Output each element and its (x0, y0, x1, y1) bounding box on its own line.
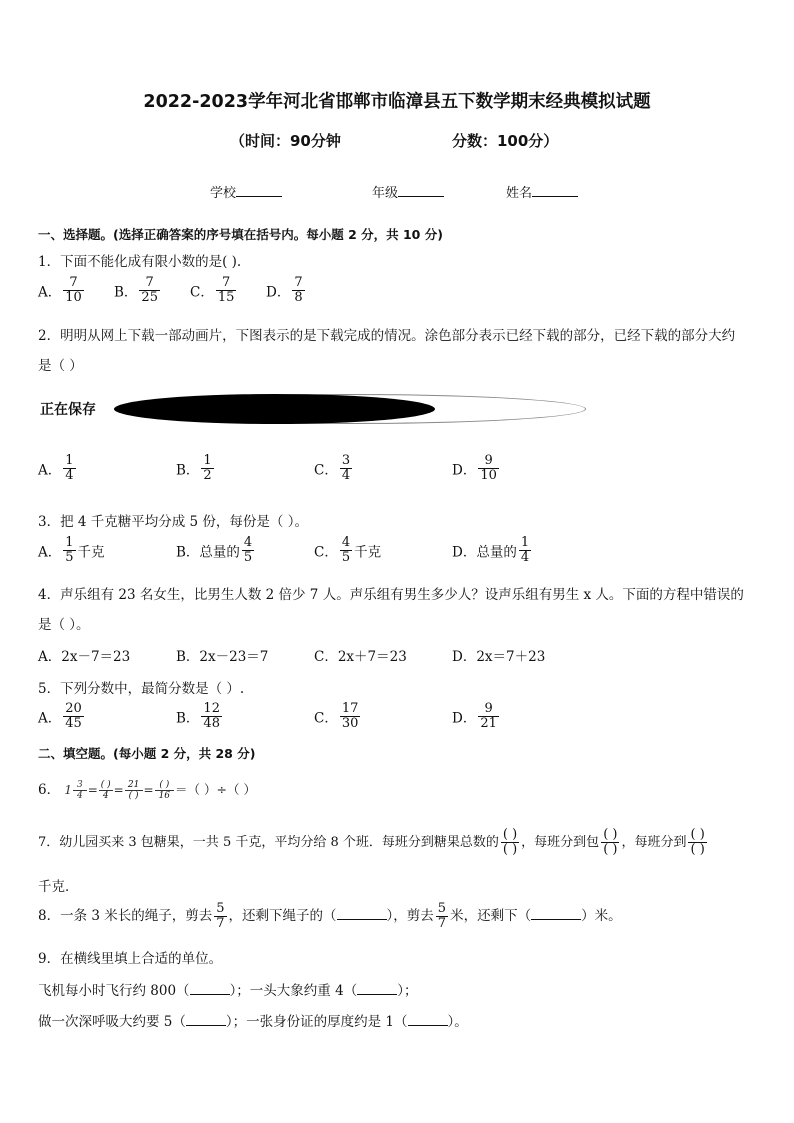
question-number: 6． (38, 782, 61, 798)
q1-option-d[interactable] (266, 276, 307, 305)
blank-fraction[interactable] (501, 828, 519, 857)
blank-fraction-1[interactable] (99, 780, 113, 801)
q1-option-b[interactable] (114, 276, 162, 305)
option-label: D． (452, 462, 477, 479)
q2-option-c[interactable] (314, 454, 354, 483)
fraction (478, 702, 499, 731)
option-prefix: 总量的 (476, 544, 517, 561)
question-2-line-2: 是（ ） (38, 358, 83, 374)
denominator: 7 (216, 916, 225, 931)
text: ）。 (447, 1014, 468, 1030)
numerator: 21 (127, 780, 140, 790)
fraction (63, 702, 84, 731)
fraction (436, 902, 448, 931)
q3-option-b[interactable] (176, 536, 256, 565)
unit-blank[interactable] (357, 983, 397, 995)
option-label: A． (38, 462, 62, 479)
numerator: ( ) (690, 827, 705, 842)
school-field (210, 182, 282, 201)
exam-score: 分数：100分） (452, 132, 559, 150)
denominator: ( ) (690, 842, 705, 857)
text: ）米。 (581, 908, 622, 924)
blank-fraction[interactable] (688, 828, 706, 857)
numerator: 7 (294, 275, 303, 290)
section-1-heading: 一、选择题。(选择正确答案的序号填在括号内。每小题 2 分，共 10 分) (38, 227, 443, 242)
text: ）；一张身份证的厚度约是 1（ (225, 1014, 408, 1030)
numerator: 3 (77, 780, 83, 790)
option-label: C． (190, 284, 214, 301)
fraction (292, 276, 304, 305)
question-9-line-2 (38, 1010, 468, 1030)
q3-option-c[interactable] (314, 536, 381, 565)
denominator: 8 (294, 290, 303, 305)
q4-option-a[interactable]: A．2x－7＝23 (38, 649, 131, 665)
answer-blank[interactable] (337, 908, 387, 920)
q1-option-c[interactable] (190, 276, 238, 305)
fraction (242, 536, 254, 565)
unit-blank[interactable] (190, 983, 230, 995)
q3-option-a[interactable] (38, 536, 105, 565)
text: 7．幼儿园买来 3 包糖果，一共 5 千克，平均分给 8 个班．每班分到糖果总数的 (38, 835, 499, 850)
question-9-line-1 (38, 979, 417, 999)
grade-label: 年级 (372, 186, 399, 201)
numerator: 4 (341, 535, 351, 550)
numerator: ( ) (603, 827, 618, 842)
denominator: 25 (141, 290, 158, 305)
denominator: 5 (65, 550, 74, 565)
denominator: 30 (341, 716, 359, 731)
denominator: 4 (99, 790, 113, 801)
option-label: C． (314, 462, 338, 479)
fraction (340, 454, 352, 483)
denominator: 7 (437, 916, 447, 931)
question-1: 1．下面不能化成有限小数的是( ). (38, 254, 242, 270)
denominator: 16 (155, 790, 174, 801)
numerator: 5 (216, 901, 225, 916)
name-field (506, 182, 578, 201)
numerator: ( ) (159, 780, 170, 790)
fraction (340, 536, 352, 565)
numerator: 7 (145, 275, 154, 290)
option-label: B． (176, 710, 200, 727)
denominator: 4 (73, 790, 87, 801)
option-suffix: 千克 (77, 544, 105, 561)
option-label: D． (452, 544, 477, 561)
q5-option-c[interactable] (314, 702, 362, 731)
fraction (519, 536, 531, 565)
denominator: ( ) (125, 790, 143, 801)
blank-fraction[interactable] (601, 828, 619, 857)
text: ，还剩下绳子的（ (228, 908, 337, 924)
q5-option-b[interactable] (176, 702, 224, 731)
blank-fraction-2[interactable] (125, 780, 143, 801)
division-blanks[interactable]: ＝（ ）÷（ ） (175, 782, 256, 797)
text: 飞机每小时飞行约 800（ (38, 983, 190, 999)
q2-option-d[interactable] (452, 454, 501, 483)
fraction (63, 454, 75, 483)
text: ）； (397, 983, 418, 999)
exam-time: （时间：90分钟 (230, 132, 341, 150)
whole-part: 1 (64, 783, 73, 797)
question-6: 6． 1 $\frac{3}{4}$ = $\frac{( )}{4}$ = $\frac{21}{( )}$ = $\frac{( )}{16}$ ＝（ ）÷（ ） (38, 780, 256, 801)
denominator: 4 (520, 550, 530, 565)
section-2-heading: 二、填空题。(每小题 2 分，共 28 分) (38, 746, 256, 761)
option-label: A． (38, 710, 62, 727)
question-2-line-1: 2．明明从网上下载一部动画片，下图表示的是下载完成的情况。涂色部分表示已经下载的部分，已经下载的部分大约 (38, 328, 736, 344)
fraction (340, 702, 361, 731)
denominator: 48 (203, 716, 220, 731)
download-progress-fill (114, 394, 435, 424)
denominator: ( ) (502, 842, 518, 857)
q4-option-b[interactable]: B．2x－23＝7 (176, 649, 269, 665)
q5-option-a[interactable] (38, 702, 86, 731)
fraction (201, 702, 222, 731)
grade-field (372, 182, 444, 201)
option-label: B． (114, 284, 138, 301)
numerator: 4 (243, 535, 253, 550)
numerator: 3 (341, 453, 351, 468)
fraction (139, 276, 160, 305)
q2-option-b[interactable] (176, 454, 216, 483)
question-4-line-1: 4．声乐组有 23 名女生，比男生人数 2 倍少 7 人。声乐组有男生多少人？设声乐组有男生 x 人。下面的方程中错误的 (38, 587, 744, 603)
denominator: 10 (480, 468, 497, 483)
denominator: ( ) (603, 842, 618, 857)
option-label: C． (314, 710, 338, 727)
option-prefix: 总量的 (199, 544, 240, 561)
grade-blank[interactable] (398, 184, 444, 197)
fraction (216, 276, 237, 305)
text: 米，还剩下（ (450, 908, 532, 924)
denominator: 2 (203, 468, 212, 483)
numerator: 1 (65, 453, 74, 468)
text: ）；一头大象约重 4（ (229, 983, 358, 999)
denominator: 5 (243, 550, 253, 565)
text: ），剪去 (386, 908, 434, 924)
text: 做一次深呼吸大约要 5（ (38, 1014, 186, 1030)
numerator: ( ) (502, 827, 518, 842)
mixed-number (64, 780, 87, 801)
school-blank[interactable] (236, 184, 282, 197)
question-7-line-1 (38, 828, 709, 857)
fraction (214, 902, 226, 931)
text: ，每班分到 (621, 835, 687, 850)
question-9: 9．在横线里填上合适的单位。 (38, 951, 223, 967)
q2-option-a[interactable] (38, 454, 78, 483)
numerator: ( ) (100, 780, 111, 790)
question-7-line-2: 千克． (38, 879, 79, 895)
option-label: C． (314, 544, 338, 561)
numerator: 12 (203, 701, 220, 716)
fraction (478, 454, 499, 483)
name-label: 姓名 (506, 186, 533, 201)
name-blank[interactable] (532, 184, 578, 197)
numerator: 7 (69, 275, 78, 290)
numerator: 9 (484, 453, 493, 468)
q4-option-d[interactable]: D．2x＝7＋23 (452, 649, 546, 665)
answer-blank[interactable] (531, 908, 581, 920)
q4-option-c[interactable]: C．2x＋7＝23 (314, 649, 407, 665)
denominator: 4 (341, 468, 351, 483)
numerator: 7 (221, 275, 231, 290)
fraction (73, 780, 87, 801)
option-label: A． (38, 284, 62, 301)
denominator: 10 (65, 290, 82, 305)
blank-fraction-3[interactable] (155, 780, 174, 801)
text: 8．一条 3 米长的绳子，剪去 (38, 908, 213, 924)
option-label: B． (176, 544, 200, 561)
unit-blank[interactable] (186, 1014, 226, 1026)
denominator: 15 (217, 290, 235, 305)
q1-option-a[interactable] (38, 276, 86, 305)
denominator: 4 (65, 468, 74, 483)
numerator: 1 (65, 535, 74, 550)
q3-option-d[interactable] (452, 536, 533, 565)
school-label: 学校 (210, 186, 237, 201)
numerator: 17 (341, 701, 359, 716)
numerator: 20 (65, 701, 82, 716)
option-suffix: 千克 (354, 544, 382, 561)
option-label: D． (266, 284, 291, 301)
question-4-line-2: 是（ ）。 (38, 617, 90, 633)
fraction (63, 536, 75, 565)
numerator: 5 (437, 901, 447, 916)
option-label: D． (452, 710, 477, 727)
question-5: 5．下列分数中，最简分数是（ ）. (38, 681, 245, 697)
option-label: B． (176, 462, 200, 479)
option-label: A． (38, 544, 62, 561)
numerator: 9 (484, 701, 493, 716)
question-8 (38, 902, 622, 931)
page-title: 2022-2023学年河北省邯郸市临漳县五下数学期末经典模拟试题 (143, 92, 651, 112)
denominator: 5 (341, 550, 351, 565)
denominator: 45 (65, 716, 82, 731)
unit-blank[interactable] (408, 1014, 448, 1026)
numerator: 1 (520, 535, 530, 550)
saving-label: 正在保存 (40, 402, 96, 418)
fraction (201, 454, 213, 483)
question-3: 3．把 4 千克糖平均分成 5 份，每份是（ ）。 (38, 514, 308, 530)
fraction (63, 276, 84, 305)
q5-option-d[interactable] (452, 702, 501, 731)
denominator: 21 (480, 716, 497, 731)
text: ，每班分到包 (521, 835, 600, 850)
numerator: 1 (203, 453, 212, 468)
